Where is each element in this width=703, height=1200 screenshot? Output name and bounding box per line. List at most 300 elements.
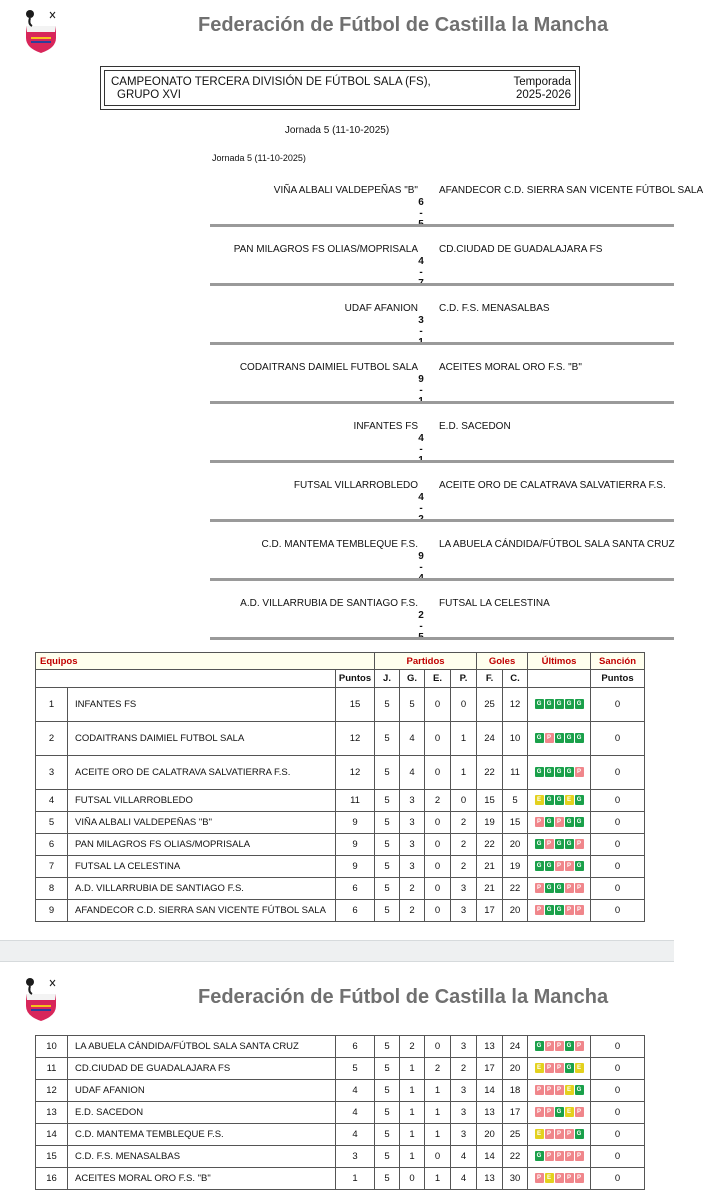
jornada-subtitle: Jornada 5 (11-10-2025) xyxy=(212,153,306,163)
standings-goals-for: 21 xyxy=(477,856,503,878)
match-score-dash: - xyxy=(419,208,423,219)
standings-won: 3 xyxy=(400,834,425,856)
match-home-team: A.D. VILLARRUBIA DE SANTIAGO F.S. xyxy=(240,598,418,609)
result-chip: P xyxy=(535,1085,544,1095)
match-away-team: LA ABUELA CÁNDIDA/FÚTBOL SALA SANTA CRUZ xyxy=(439,539,675,550)
competition-group: GRUPO XVI xyxy=(117,89,181,101)
standings-last-results xyxy=(528,1124,591,1146)
result-chip: P xyxy=(545,839,554,849)
header-f: F. xyxy=(477,670,503,688)
match-away-team: E.D. SACEDON xyxy=(439,421,511,432)
standings-last-results xyxy=(528,688,591,722)
standings-row xyxy=(36,790,645,812)
standings-sanction-points: 0 xyxy=(591,688,645,722)
match-home-team: CODAITRANS DAIMIEL FUTBOL SALA xyxy=(239,362,418,373)
last-results-strip xyxy=(535,1107,584,1117)
match-home-team: PAN MILAGROS FS OLIAS/MOPRISALA xyxy=(233,244,418,255)
standings-goals-for: 19 xyxy=(477,812,503,834)
standings-won: 2 xyxy=(400,1036,425,1058)
result-chip: P xyxy=(535,817,544,827)
result-chip: P xyxy=(565,905,574,915)
standings-last-results xyxy=(528,878,591,900)
header-p: P. xyxy=(451,670,477,688)
standings-goals-for: 25 xyxy=(477,688,503,722)
standings-position: 12 xyxy=(36,1080,68,1102)
standings-played: 5 xyxy=(375,1080,400,1102)
standings-goals-against: 20 xyxy=(503,1058,528,1080)
result-chip: P xyxy=(555,1085,564,1095)
standings-goals-for: 13 xyxy=(477,1102,503,1124)
match-row xyxy=(210,403,674,462)
result-chip: P xyxy=(565,1173,574,1183)
match-away-team: CD.CIUDAD DE GUADALAJARA FS xyxy=(439,244,603,255)
standings-won: 1 xyxy=(400,1058,425,1080)
result-chip: P xyxy=(555,817,564,827)
standings-team-name: CD.CIUDAD DE GUADALAJARA FS xyxy=(68,1058,336,1080)
result-chip: P xyxy=(535,1107,544,1117)
match-home-score: 4 xyxy=(418,433,424,444)
result-chip: P xyxy=(555,1173,564,1183)
season-label: Temporada xyxy=(513,76,571,88)
standings-position: 1 xyxy=(36,688,68,722)
result-chip: G xyxy=(575,1129,584,1139)
standings-sanction-points: 0 xyxy=(591,878,645,900)
last-results-strip xyxy=(535,905,584,915)
result-chip: P xyxy=(555,1063,564,1073)
standings-points: 3 xyxy=(336,1146,375,1168)
standings-last-results xyxy=(528,812,591,834)
match-score-dash: - xyxy=(419,503,423,514)
last-results-strip xyxy=(535,1085,584,1095)
standings-position: 11 xyxy=(36,1058,68,1080)
standings-row xyxy=(36,1036,645,1058)
standings-row xyxy=(36,834,645,856)
standings-drawn: 0 xyxy=(425,1036,451,1058)
standings-last-results xyxy=(528,756,591,790)
standings-goals-against: 30 xyxy=(503,1168,528,1190)
standings-played: 5 xyxy=(375,1124,400,1146)
match-away-team: AFANDECOR C.D. SIERRA SAN VICENTE FÚTBOL SALA xyxy=(439,185,703,196)
match-away-team: FUTSAL LA CELESTINA xyxy=(439,598,550,609)
standings-table-continued xyxy=(35,1035,645,1190)
standings-won: 1 xyxy=(400,1124,425,1146)
header-partidos: Partidos xyxy=(375,653,477,670)
result-chip: G xyxy=(545,817,554,827)
standings-sanction-points: 0 xyxy=(591,1124,645,1146)
result-chip: E xyxy=(535,1129,544,1139)
standings-team-name: FUTSAL LA CELESTINA xyxy=(68,856,336,878)
standings-row xyxy=(36,1058,645,1080)
standings-drawn: 0 xyxy=(425,812,451,834)
standings-drawn: 0 xyxy=(425,856,451,878)
standings-sanction-points: 0 xyxy=(591,900,645,922)
standings-team-name: INFANTES FS xyxy=(68,688,336,722)
result-chip: G xyxy=(545,905,554,915)
standings-table xyxy=(35,652,645,922)
header-equipos: Equipos xyxy=(36,653,375,670)
match-home-score: 2 xyxy=(418,610,424,621)
standings-goals-against: 20 xyxy=(503,834,528,856)
standings-position: 4 xyxy=(36,790,68,812)
result-chip: P xyxy=(575,767,584,777)
standings-lost: 0 xyxy=(451,790,477,812)
match-away-team: ACEITES MORAL ORO F.S. "B" xyxy=(439,362,582,373)
result-chip: G xyxy=(575,795,584,805)
match-score-dash: - xyxy=(419,326,423,337)
header-c: C. xyxy=(503,670,528,688)
standings-goals-against: 12 xyxy=(503,688,528,722)
standings-played: 5 xyxy=(375,790,400,812)
standings-last-results xyxy=(528,1058,591,1080)
result-chip: G xyxy=(565,767,574,777)
result-chip: G xyxy=(565,733,574,743)
last-results-strip xyxy=(535,767,584,777)
match-row xyxy=(210,344,674,403)
standings-points: 11 xyxy=(336,790,375,812)
result-chip: P xyxy=(565,1151,574,1161)
match-score-dash: - xyxy=(419,444,423,455)
standings-sanction-points: 0 xyxy=(591,1058,645,1080)
standings-last-results xyxy=(528,856,591,878)
standings-won: 3 xyxy=(400,790,425,812)
last-results-strip xyxy=(535,733,584,743)
standings-lost: 1 xyxy=(451,722,477,756)
jornada-title: Jornada 5 (11-10-2025) xyxy=(284,125,390,136)
result-chip: G xyxy=(555,839,564,849)
result-chip: E xyxy=(535,1063,544,1073)
result-chip: G xyxy=(555,883,564,893)
result-chip: P xyxy=(545,1041,554,1051)
competition-name: CAMPEONATO TERCERA DIVISIÓN DE FÚTBOL SALA (FS), xyxy=(111,76,431,88)
result-chip: G xyxy=(555,767,564,777)
standings-position: 8 xyxy=(36,878,68,900)
standings-points: 4 xyxy=(336,1124,375,1146)
standings-row xyxy=(36,688,645,722)
match-home-score: 9 xyxy=(418,374,424,385)
standings-goals-against: 22 xyxy=(503,878,528,900)
standings-played: 5 xyxy=(375,1036,400,1058)
standings-row xyxy=(36,900,645,922)
standings-last-results xyxy=(528,722,591,756)
result-chip: G xyxy=(545,767,554,777)
match-separator xyxy=(210,637,674,640)
standings-points: 12 xyxy=(336,722,375,756)
result-chip: G xyxy=(545,795,554,805)
last-results-strip xyxy=(535,817,584,827)
header-e: E. xyxy=(425,670,451,688)
match-home-team: FUTSAL VILLARROBLEDO xyxy=(293,480,418,491)
match-away-team: C.D. F.S. MENASALBAS xyxy=(439,303,550,314)
result-chip: G xyxy=(545,699,554,709)
standings-goals-for: 15 xyxy=(477,790,503,812)
standings-last-results xyxy=(528,1102,591,1124)
standings-lost: 2 xyxy=(451,834,477,856)
match-row xyxy=(210,226,674,285)
result-chip: G xyxy=(565,839,574,849)
result-chip: G xyxy=(565,1063,574,1073)
standings-lost: 2 xyxy=(451,1058,477,1080)
result-chip: G xyxy=(555,699,564,709)
match-home-score: 4 xyxy=(418,256,424,267)
standings-played: 5 xyxy=(375,856,400,878)
federation-logo-icon xyxy=(22,976,60,1022)
header-sancion: Sanción xyxy=(591,653,645,670)
match-row xyxy=(210,521,674,580)
match-score-dash: - xyxy=(419,621,423,632)
match-home-team: C.D. MANTEMA TEMBLEQUE F.S. xyxy=(261,539,418,550)
standings-position: 9 xyxy=(36,900,68,922)
result-chip: E xyxy=(565,1107,574,1117)
result-chip: G xyxy=(565,1041,574,1051)
result-chip: G xyxy=(535,767,544,777)
standings-played: 5 xyxy=(375,834,400,856)
match-row xyxy=(210,462,674,521)
result-chip: P xyxy=(555,1151,564,1161)
standings-drawn: 0 xyxy=(425,900,451,922)
match-home-team: VIÑA ALBALI VALDEPEÑAS "B" xyxy=(273,185,418,196)
standings-drawn: 0 xyxy=(425,756,451,790)
result-chip: P xyxy=(555,1129,564,1139)
result-chip: E xyxy=(535,795,544,805)
standings-goals-against: 11 xyxy=(503,756,528,790)
standings-lost: 3 xyxy=(451,900,477,922)
standings-goals-against: 20 xyxy=(503,900,528,922)
standings-header-group-row xyxy=(36,653,645,670)
last-results-strip xyxy=(535,839,584,849)
standings-drawn: 2 xyxy=(425,790,451,812)
standings-won: 4 xyxy=(400,722,425,756)
result-chip: E xyxy=(545,1173,554,1183)
result-chip: P xyxy=(575,883,584,893)
standings-team-name: ACEITE ORO DE CALATRAVA SALVATIERRA F.S. xyxy=(68,756,336,790)
standings-won: 1 xyxy=(400,1080,425,1102)
result-chip: P xyxy=(575,1173,584,1183)
standings-played: 5 xyxy=(375,878,400,900)
standings-team-name: C.D. MANTEMA TEMBLEQUE F.S. xyxy=(68,1124,336,1146)
standings-goals-against: 19 xyxy=(503,856,528,878)
standings-team-name: CODAITRANS DAIMIEL FUTBOL SALA xyxy=(68,722,336,756)
result-chip: G xyxy=(535,861,544,871)
result-chip: P xyxy=(535,883,544,893)
standings-sanction-points: 0 xyxy=(591,790,645,812)
standings-team-name: LA ABUELA CÁNDIDA/FÚTBOL SALA SANTA CRUZ xyxy=(68,1036,336,1058)
result-chip: P xyxy=(545,733,554,743)
last-results-strip xyxy=(535,795,584,805)
standings-goals-for: 13 xyxy=(477,1168,503,1190)
match-home-score: 4 xyxy=(418,492,424,503)
standings-drawn: 1 xyxy=(425,1168,451,1190)
result-chip: P xyxy=(545,1085,554,1095)
result-chip: P xyxy=(545,1063,554,1073)
standings-goals-for: 14 xyxy=(477,1080,503,1102)
standings-played: 5 xyxy=(375,1102,400,1124)
result-chip: G xyxy=(535,1151,544,1161)
standings-won: 0 xyxy=(400,1168,425,1190)
standings-played: 5 xyxy=(375,1058,400,1080)
result-chip: G xyxy=(565,817,574,827)
standings-team-name: VIÑA ALBALI VALDEPEÑAS "B" xyxy=(68,812,336,834)
standings-last-results xyxy=(528,1036,591,1058)
result-chip: P xyxy=(575,1151,584,1161)
standings-team-name: FUTSAL VILLARROBLEDO xyxy=(68,790,336,812)
standings-lost: 1 xyxy=(451,756,477,790)
standings-goals-against: 25 xyxy=(503,1124,528,1146)
last-results-strip xyxy=(535,861,584,871)
result-chip: G xyxy=(555,1107,564,1117)
match-row xyxy=(210,285,674,344)
standings-goals-against: 5 xyxy=(503,790,528,812)
match-score-dash: - xyxy=(419,267,423,278)
standings-drawn: 0 xyxy=(425,834,451,856)
standings-points: 9 xyxy=(336,834,375,856)
last-results-strip xyxy=(535,1151,584,1161)
standings-points: 6 xyxy=(336,1036,375,1058)
standings-last-results xyxy=(528,790,591,812)
match-home-score: 3 xyxy=(418,315,424,326)
result-chip: G xyxy=(535,839,544,849)
standings-goals-for: 17 xyxy=(477,900,503,922)
result-chip: P xyxy=(555,1041,564,1051)
standings-last-results xyxy=(528,834,591,856)
standings-points: 9 xyxy=(336,812,375,834)
standings-goals-for: 20 xyxy=(477,1124,503,1146)
standings-row xyxy=(36,722,645,756)
result-chip: E xyxy=(575,1063,584,1073)
result-chip: P xyxy=(555,861,564,871)
standings-row xyxy=(36,1080,645,1102)
standings-goals-for: 17 xyxy=(477,1058,503,1080)
standings-position: 2 xyxy=(36,722,68,756)
standings-lost: 3 xyxy=(451,1036,477,1058)
standings-goals-against: 18 xyxy=(503,1080,528,1102)
result-chip: P xyxy=(565,883,574,893)
standings-goals-for: 14 xyxy=(477,1146,503,1168)
match-row xyxy=(210,167,703,226)
standings-row xyxy=(36,856,645,878)
result-chip: G xyxy=(545,861,554,871)
standings-last-results xyxy=(528,1146,591,1168)
result-chip: G xyxy=(575,861,584,871)
result-chip: P xyxy=(575,1041,584,1051)
standings-header-row xyxy=(36,670,645,688)
standings-points: 4 xyxy=(336,1102,375,1124)
result-chip: P xyxy=(535,1173,544,1183)
standings-played: 5 xyxy=(375,812,400,834)
standings-position: 16 xyxy=(36,1168,68,1190)
page-gap xyxy=(0,940,674,962)
standings-sanction-points: 0 xyxy=(591,722,645,756)
standings-position: 10 xyxy=(36,1036,68,1058)
standings-won: 1 xyxy=(400,1102,425,1124)
result-chip: P xyxy=(565,861,574,871)
standings-goals-against: 15 xyxy=(503,812,528,834)
standings-position: 3 xyxy=(36,756,68,790)
standings-sanction-points: 0 xyxy=(591,856,645,878)
result-chip: P xyxy=(575,905,584,915)
standings-lost: 4 xyxy=(451,1168,477,1190)
result-chip: G xyxy=(535,699,544,709)
standings-points: 4 xyxy=(336,1080,375,1102)
match-away-team: ACEITE ORO DE CALATRAVA SALVATIERRA F.S. xyxy=(439,480,666,491)
standings-lost: 2 xyxy=(451,812,477,834)
standings-team-name: PAN MILAGROS FS OLIAS/MOPRISALA xyxy=(68,834,336,856)
result-chip: E xyxy=(565,1085,574,1095)
standings-goals-for: 13 xyxy=(477,1036,503,1058)
result-chip: G xyxy=(565,699,574,709)
match-home-score: 9 xyxy=(418,551,424,562)
standings-goals-against: 24 xyxy=(503,1036,528,1058)
result-chip: E xyxy=(565,795,574,805)
standings-won: 1 xyxy=(400,1146,425,1168)
standings-lost: 3 xyxy=(451,1080,477,1102)
federation-title: Federación de Fútbol de Castilla la Mancha xyxy=(198,986,609,1008)
last-results-strip xyxy=(535,1063,584,1073)
result-chip: P xyxy=(545,1151,554,1161)
standings-position: 13 xyxy=(36,1102,68,1124)
result-chip: G xyxy=(575,817,584,827)
standings-played: 5 xyxy=(375,756,400,790)
match-score-dash: - xyxy=(419,562,423,573)
standings-position: 15 xyxy=(36,1146,68,1168)
standings-lost: 4 xyxy=(451,1146,477,1168)
standings-row xyxy=(36,756,645,790)
result-chip: P xyxy=(575,1107,584,1117)
standings-row xyxy=(36,1146,645,1168)
standings-drawn: 0 xyxy=(425,722,451,756)
result-chip: G xyxy=(555,905,564,915)
result-chip: G xyxy=(575,1085,584,1095)
standings-drawn: 1 xyxy=(425,1080,451,1102)
header-puntos: Puntos xyxy=(336,670,375,688)
result-chip: P xyxy=(545,1129,554,1139)
match-row xyxy=(210,580,674,639)
standings-sanction-points: 0 xyxy=(591,1080,645,1102)
standings-last-results xyxy=(528,900,591,922)
standings-goals-against: 22 xyxy=(503,1146,528,1168)
standings-row xyxy=(36,878,645,900)
result-chip: P xyxy=(565,1129,574,1139)
header-goles: Goles xyxy=(477,653,528,670)
standings-team-name: C.D. F.S. MENASALBAS xyxy=(68,1146,336,1168)
match-home-team: UDAF AFANION xyxy=(344,303,418,314)
standings-row xyxy=(36,1102,645,1124)
standings-last-results xyxy=(528,1168,591,1190)
standings-drawn: 0 xyxy=(425,878,451,900)
standings-team-name: UDAF AFANION xyxy=(68,1080,336,1102)
last-results-strip xyxy=(535,699,584,709)
result-chip: G xyxy=(575,733,584,743)
standings-team-name: A.D. VILLARRUBIA DE SANTIAGO F.S. xyxy=(68,878,336,900)
standings-played: 5 xyxy=(375,722,400,756)
result-chip: P xyxy=(545,1107,554,1117)
standings-position: 7 xyxy=(36,856,68,878)
standings-row xyxy=(36,812,645,834)
standings-position: 6 xyxy=(36,834,68,856)
result-chip: G xyxy=(575,699,584,709)
result-chip: G xyxy=(535,1041,544,1051)
standings-sanction-points: 0 xyxy=(591,1146,645,1168)
standings-points: 15 xyxy=(336,688,375,722)
standings-last-results xyxy=(528,1080,591,1102)
standings-won: 2 xyxy=(400,878,425,900)
standings-won: 2 xyxy=(400,900,425,922)
standings-points: 5 xyxy=(336,1058,375,1080)
last-results-strip xyxy=(535,1041,584,1051)
standings-lost: 0 xyxy=(451,688,477,722)
standings-goals-for: 22 xyxy=(477,834,503,856)
standings-lost: 3 xyxy=(451,1102,477,1124)
result-chip: G xyxy=(545,883,554,893)
